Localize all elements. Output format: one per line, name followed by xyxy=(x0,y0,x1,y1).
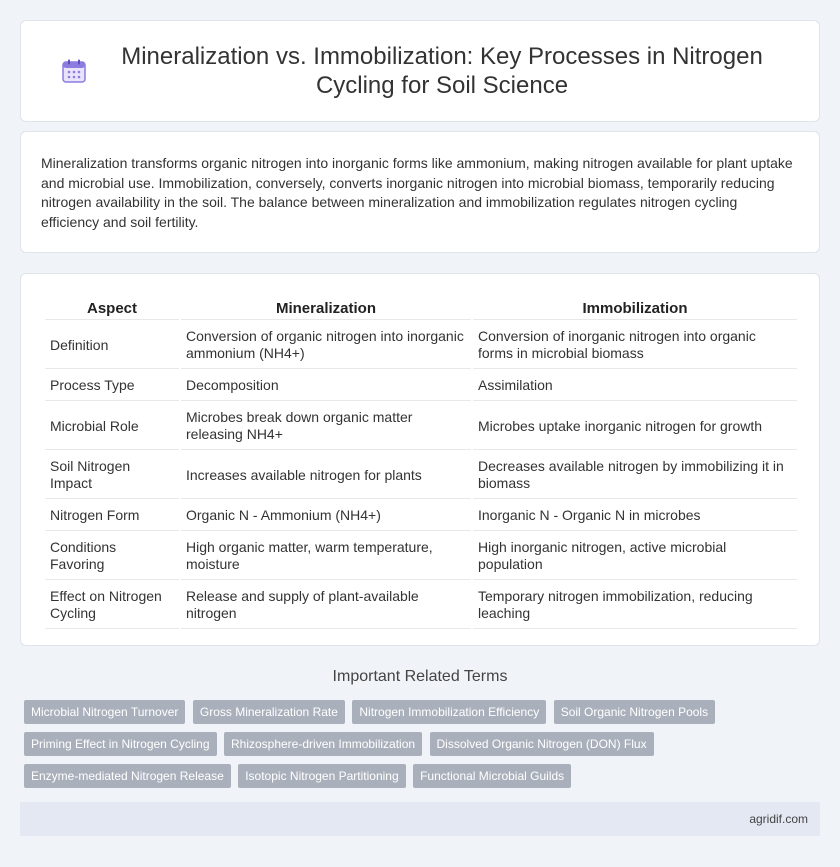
related-term-tag[interactable]: Isotopic Nitrogen Partitioning xyxy=(238,764,405,788)
comparison-table xyxy=(43,292,799,631)
cell-mineralization: High organic matter, warm temperature, moisture xyxy=(181,533,471,580)
comparison-card xyxy=(20,273,820,646)
table-row xyxy=(45,371,797,401)
related-term-tag[interactable]: Priming Effect in Nitrogen Cycling xyxy=(24,732,217,756)
footer-site-link[interactable]: agridif.com xyxy=(749,812,808,826)
cell-aspect: Process Type xyxy=(45,371,179,401)
cell-aspect: Effect on Nitrogen Cycling xyxy=(45,582,179,629)
related-term-tag[interactable]: Dissolved Organic Nitrogen (DON) Flux xyxy=(430,732,654,756)
cell-immobilization: Decreases available nitrogen by immobilizing it in biomass xyxy=(473,452,797,499)
table-row xyxy=(45,403,797,450)
footer xyxy=(20,802,820,836)
table-row xyxy=(45,452,797,499)
cell-aspect: Soil Nitrogen Impact xyxy=(45,452,179,499)
cell-mineralization: Microbes break down organic matter releasing NH4+ xyxy=(181,403,471,450)
cell-aspect: Nitrogen Form xyxy=(45,501,179,531)
calendar-icon xyxy=(61,58,87,84)
table-row xyxy=(45,582,797,629)
cell-immobilization: Conversion of inorganic nitrogen into organic forms in microbial biomass xyxy=(473,322,797,369)
cell-immobilization: Inorganic N - Organic N in microbes xyxy=(473,501,797,531)
table-header-row xyxy=(45,294,797,320)
cell-immobilization: Temporary nitrogen immobilization, reducing leaching xyxy=(473,582,797,629)
cell-immobilization: Assimilation xyxy=(473,371,797,401)
cell-mineralization: Decomposition xyxy=(181,371,471,401)
title-card xyxy=(20,20,820,122)
related-terms-heading: Important Related Terms xyxy=(332,668,508,685)
header-mineralization: Mineralization xyxy=(181,294,471,320)
cell-mineralization: Conversion of organic nitrogen into inorganic ammonium (NH4+) xyxy=(181,322,471,369)
related-term-tag[interactable]: Enzyme-mediated Nitrogen Release xyxy=(24,764,231,788)
cell-immobilization: Microbes uptake inorganic nitrogen for growth xyxy=(473,403,797,450)
table-row xyxy=(45,501,797,531)
related-term-tag[interactable]: Functional Microbial Guilds xyxy=(413,764,571,788)
cell-mineralization: Release and supply of plant-available nitrogen xyxy=(181,582,471,629)
intro-paragraph: Mineralization transforms organic nitrogen into inorganic forms like ammonium, making nitrogen available for plant uptake and microbial use. Immobilization, conversely, converts inorganic nitrogen into microbial biomass, temporarily reducing nitrogen availability in the soil. The balance between mineralization and immobilization regulates nitrogen cycling efficiency and soil fertility. xyxy=(41,155,793,230)
related-term-tag[interactable]: Soil Organic Nitrogen Pools xyxy=(554,700,715,724)
cell-mineralization: Increases available nitrogen for plants xyxy=(181,452,471,499)
page-title: Mineralization vs. Immobilization: Key Processes in Nitrogen Cycling for Soil Science xyxy=(121,43,763,99)
cell-immobilization: High inorganic nitrogen, active microbial population xyxy=(473,533,797,580)
table-row xyxy=(45,533,797,580)
cell-aspect: Conditions Favoring xyxy=(45,533,179,580)
cell-aspect: Definition xyxy=(45,322,179,369)
related-term-tag[interactable]: Nitrogen Immobilization Efficiency xyxy=(352,700,546,724)
related-terms-list xyxy=(24,700,824,796)
header-immobilization: Immobilization xyxy=(473,294,797,320)
cell-mineralization: Organic N - Ammonium (NH4+) xyxy=(181,501,471,531)
related-term-tag[interactable]: Microbial Nitrogen Turnover xyxy=(24,700,185,724)
header-aspect: Aspect xyxy=(45,294,179,320)
table-row xyxy=(45,322,797,369)
related-term-tag[interactable]: Rhizosphere-driven Immobilization xyxy=(224,732,422,756)
related-term-tag[interactable]: Gross Mineralization Rate xyxy=(193,700,345,724)
intro-card xyxy=(20,131,820,253)
cell-aspect: Microbial Role xyxy=(45,403,179,450)
